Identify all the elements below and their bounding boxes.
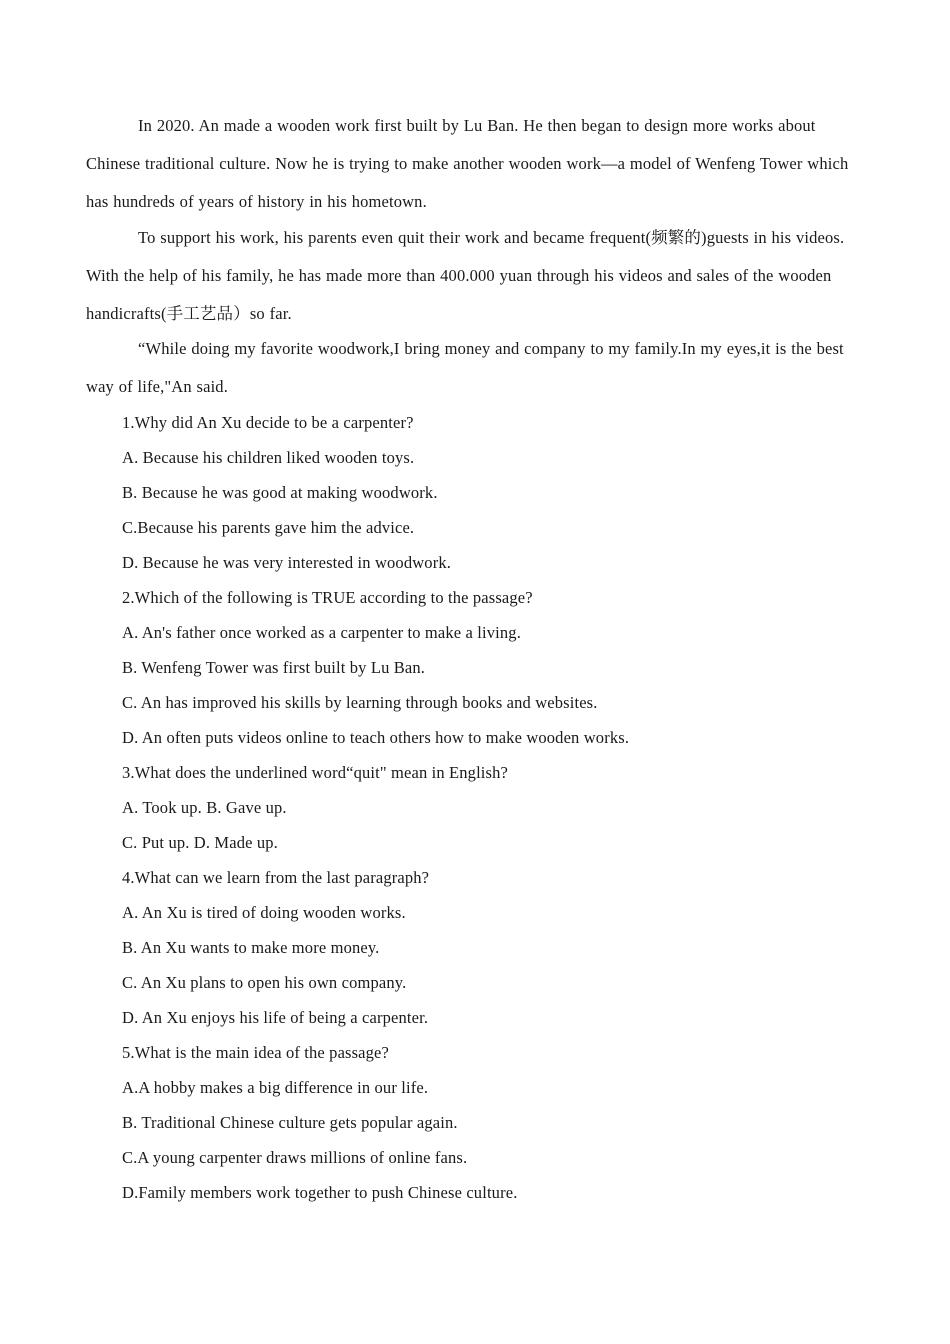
paragraph-text: In 2020. An made a wooden work first built by Lu Ban. He then began to design more works about Chinese traditional culture. Now he is trying to make another wooden work—a model of Wenfeng Tower which has hundreds of years of history in his hometown.: [86, 116, 849, 211]
question-5-option-a: A.A hobby makes a big difference in our life.: [122, 1078, 429, 1097]
question-5-option-b: B. Traditional Chinese culture gets popular again.: [122, 1113, 458, 1132]
question-2-option-a: A. An's father once worked as a carpenter to make a living.: [122, 623, 521, 642]
question-3-options-cd: C. Put up. D. Made up.: [122, 833, 278, 852]
question-1-option-c: C.Because his parents gave him the advice.: [122, 518, 415, 537]
question-4-option-a: A. An Xu is tired of doing wooden works.: [122, 903, 406, 922]
question-4-option-c: C. An Xu plans to open his own company.: [122, 973, 407, 992]
question-5-option-d: D.Family members work together to push Chinese culture.: [122, 1183, 518, 1202]
question-2-stem: 2.Which of the following is TRUE according to the passage?: [122, 588, 533, 607]
question-5-option-c: C.A young carpenter draws millions of online fans.: [122, 1148, 468, 1167]
paragraph-text: To support his work, his parents even quit their work and became frequent(频繁的)guests in his videos. With the help of his family, he has made more than 400.000 yuan through his videos and sales of the wooden handicrafts(手工艺品）so far.: [86, 228, 845, 323]
question-4-option-b: B. An Xu wants to make more money.: [122, 938, 380, 957]
passage-paragraph-1: [86, 107, 862, 221]
question-2-option-b: B. Wenfeng Tower was first built by Lu Ban.: [122, 658, 426, 677]
paragraph-text: “While doing my favorite woodwork,I bring money and company to my family.In my eyes,it is the best way of life,"An said.: [86, 339, 844, 396]
question-1-option-a: A. Because his children liked wooden toys.: [122, 448, 415, 467]
question-1-option-b: B. Because he was good at making woodwork.: [122, 483, 438, 502]
question-2-option-d: D. An often puts videos online to teach others how to make wooden works.: [122, 728, 630, 747]
question-4-option-d: D. An Xu enjoys his life of being a carpenter.: [122, 1008, 429, 1027]
question-1-option-d: D. Because he was very interested in woodwork.: [122, 553, 452, 572]
passage-paragraph-3: [86, 330, 862, 406]
question-2-option-c: C. An has improved his skills by learning through books and websites.: [122, 693, 598, 712]
passage-paragraph-2: [86, 219, 862, 333]
question-5-stem: 5.What is the main idea of the passage?: [122, 1043, 390, 1062]
question-3-stem: 3.What does the underlined word“quit" mean in English?: [122, 763, 508, 782]
question-1-stem: 1.Why did An Xu decide to be a carpenter?: [122, 413, 414, 432]
question-3-options-ab: A. Took up. B. Gave up.: [122, 798, 287, 817]
question-4-stem: 4.What can we learn from the last paragraph?: [122, 868, 430, 887]
